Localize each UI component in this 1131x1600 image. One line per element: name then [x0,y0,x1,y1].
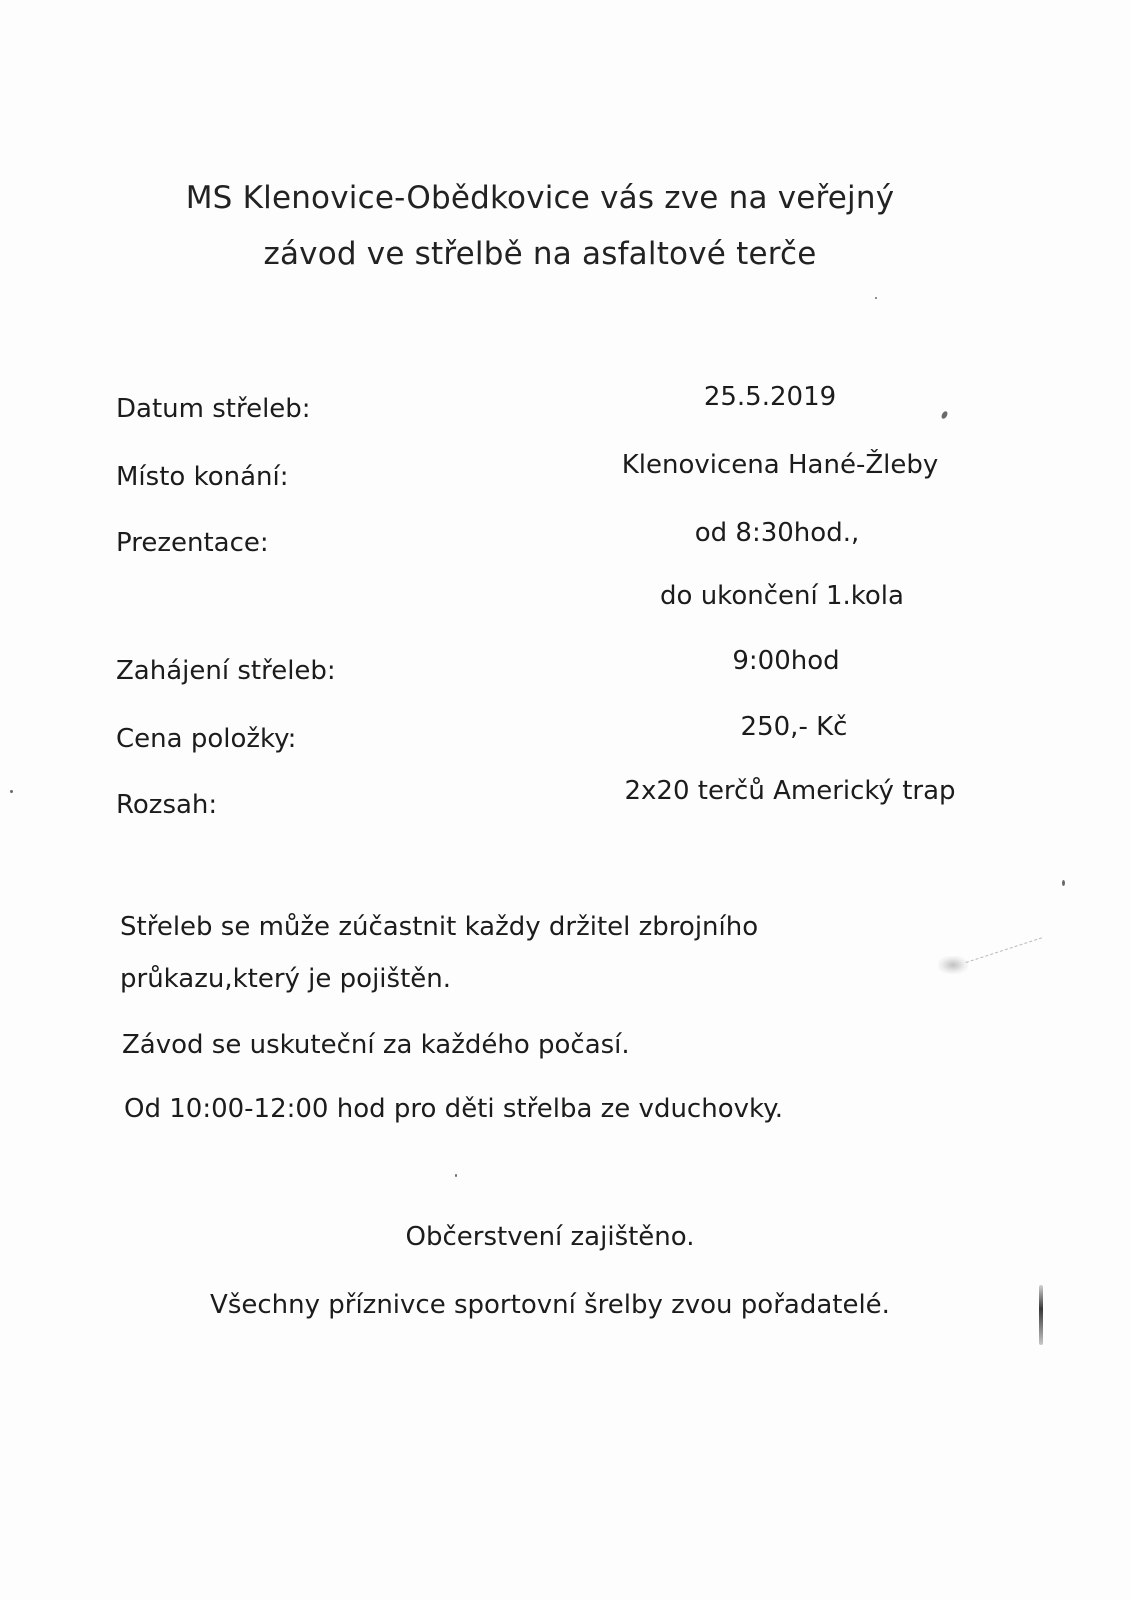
value-scope: 2x20 terčů Americký trap [624,776,956,806]
eligibility-line-1: Střeleb se může zúčastnit každy držitel zbrojního [120,912,759,942]
value-venue: Klenovicena Hané-Žleby [621,450,939,480]
title-line-1: MS Klenovice-Obědkovice vás zve na veřejný [185,180,895,216]
scan-speck [1062,880,1065,886]
value-date: 25.5.2019 [703,382,837,412]
scan-trail [966,937,1043,964]
scan-speck [455,1174,457,1177]
eligibility-line-2: průkazu,který je pojištěn. [120,964,452,994]
value-registration-end: do ukončení 1.kola [660,581,904,611]
label-price: Cena položky: [116,724,297,754]
title-line-2: závod ve střelbě na asfaltové terče [263,236,817,272]
value-start: 9:00hod [732,646,840,676]
invitation-note: Všechny příznivce sportovní šrelby zvou pořadatelé. [210,1290,890,1320]
label-registration: Prezentace: [116,528,269,558]
scan-smudge [938,956,968,974]
scan-streak [1039,1285,1043,1345]
label-start: Zahájení střeleb: [116,656,336,686]
label-scope: Rozsah: [116,790,218,820]
label-venue: Místo konání: [116,462,289,492]
scan-speck [10,790,13,793]
value-registration-start: od 8:30hod., [694,518,860,548]
weather-note: Závod se uskuteční za každého počasí. [122,1030,630,1060]
kids-note: Od 10:00-12:00 hod pro děti střelba ze vduchovky. [124,1094,784,1124]
label-date: Datum střeleb: [116,394,311,424]
scan-speck [875,297,877,299]
value-price: 250,- Kč [740,712,848,742]
refreshments-note: Občerstvení zajištěno. [405,1222,695,1252]
